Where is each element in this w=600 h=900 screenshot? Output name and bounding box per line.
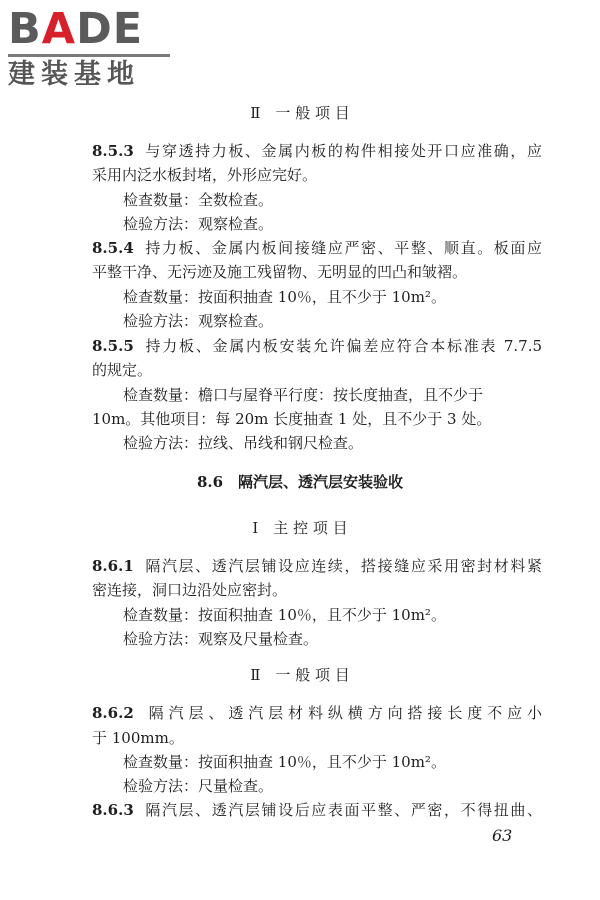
inspection-method: 检验方法：观察及尺量检查。	[123, 630, 319, 648]
inspection-method: 检验方法：拉线、吊线和钢尺检查。	[123, 434, 364, 452]
clause-8-5-4	[92, 238, 542, 258]
check-quantity: 检查数量：按面积抽查 10％，且不少于 10m²。	[123, 288, 446, 306]
logo-subtitle: 建装基地	[8, 59, 140, 90]
clause-number: 8.6.2	[92, 704, 134, 722]
logo-underline	[8, 54, 170, 57]
section-heading-main: Ⅰ 主 控 项 目	[252, 519, 348, 537]
clause-text-cont: 于 100mm。	[92, 729, 184, 747]
clause-number: 8.5.5	[92, 337, 134, 355]
clause-number: 8.6.1	[92, 557, 134, 575]
clause-8-6-2	[92, 703, 542, 723]
inspection-method: 检验方法：尺量检查。	[123, 777, 274, 795]
page-number: 63	[492, 826, 513, 845]
clause-text: 隔汽层、透汽层铺设后应表面平整、严密，不得扭曲、	[143, 801, 542, 819]
inspection-method: 检验方法：观察检查。	[123, 312, 274, 330]
clause-text: 持力板、金属内板间接缝应严密、平整、顺直。板面应	[143, 239, 542, 257]
check-quantity: 检查数量：按面积抽查 10％，且不少于 10m²。	[123, 606, 446, 624]
section-heading-general: Ⅱ 一 般 项 目	[250, 104, 350, 122]
clause-number: 8.5.4	[92, 239, 134, 257]
clause-text-cont: 的规定。	[92, 361, 153, 379]
logo	[8, 4, 178, 92]
check-quantity-cont: 10m。其他项目：每 20m 长度抽查 1 处，且不少于 3 处。	[92, 410, 492, 428]
check-quantity: 检查数量：全数检查。	[123, 191, 274, 209]
clause-number: 8.6.3	[92, 801, 134, 819]
inspection-method: 检验方法：观察检查。	[123, 215, 274, 233]
clause-text-cont: 密连接，洞口边沿处应密封。	[92, 581, 288, 599]
clause-text-cont: 平整干净、无污迹及施工残留物、无明显的凹凸和皱褶。	[92, 263, 468, 281]
clause-text: 隔汽层、透汽层材料纵横方向搭接长度不应小	[143, 704, 542, 722]
clause-8-5-5	[92, 336, 542, 356]
section-heading-general-2: Ⅱ 一 般 项 目	[250, 666, 350, 684]
clause-text: 持力板、金属内板安装允许偏差应符合本标准表 7.7.5	[143, 337, 542, 355]
clause-8-5-3	[92, 141, 542, 161]
clause-text: 与穿透持力板、金属内板的构件相接处开口应准确，应	[143, 142, 542, 160]
clause-text: 隔汽层、透汽层铺设应连续，搭接缝应采用密封材料紧	[143, 557, 542, 575]
logo-wordmark: BADE	[8, 4, 144, 54]
clause-number: 8.5.3	[92, 142, 134, 160]
check-quantity: 检查数量：按面积抽查 10％，且不少于 10m²。	[123, 753, 446, 771]
check-quantity: 检查数量：檐口与屋脊平行度：按长度抽查，且不少于	[123, 386, 484, 404]
section-heading-8-6: 8.6 隔汽层、透汽层安装验收	[196, 473, 404, 491]
clause-8-6-1	[92, 556, 542, 576]
clause-text-cont: 采用内泛水板封堵，外形应完好。	[92, 166, 318, 184]
clause-8-6-3	[92, 800, 542, 820]
